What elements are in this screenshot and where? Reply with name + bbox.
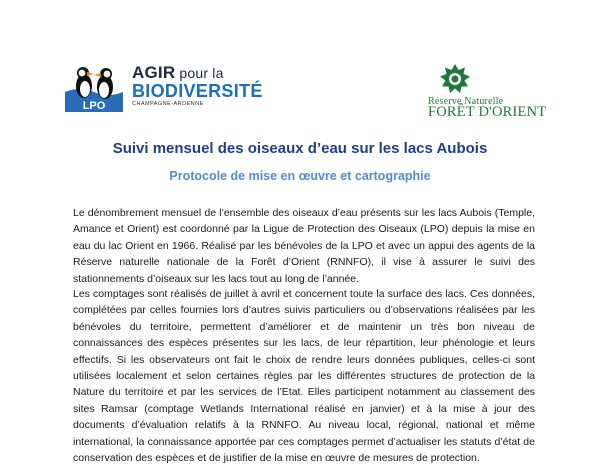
lpo-line1 (132, 64, 263, 81)
lpo-line3: CHAMPAGNE-ARDENNE (132, 101, 204, 107)
lpo-badge-text: LPO (82, 100, 106, 112)
lpo-line1-rest: pour la (175, 65, 224, 81)
puffin-birds-icon (65, 62, 123, 112)
paragraph-2: Les comptages sont réalisés de juillet à avril et concernent toute la surface des lacs. Ces données, complétées par celles fournies lors d’autres suivis particuliers ou d’observations réalisées par les bénévoles du territoire, permettent d’améliorer et de maintenir un très bon niveau de connaissances des espèces présentes sur les lacs, de leur répartition, leur phénologie et leurs effectifs. Si les observateurs ont fait le choix de rendre leurs données publiques, celles-ci sont utilisées localement et selon certaines règles par les différentes structures de protection de la Nature du territoire et par les services de l’Etat. Elles participent notamment au classement des sites Ramsar (comptage Wetlands International réalisé en janvier) et à la mise à jour des documents d’évaluation relatifs à la RNNFO. Au niveau local, régional, national et même international, la connaissance apportée par ces comptages permet d’actualiser les statuts d’état de conservation des espèces et de justifier de la mise en œuvre de mesures de protection. (73, 288, 535, 465)
lpo-line1-bold: AGIR (132, 63, 176, 82)
reserve-logo (438, 63, 472, 95)
lpo-line2: BIODIVERSITÉ (132, 81, 263, 101)
document-subtitle: Protocole de mise en œuvre et cartographie (169, 169, 431, 183)
green-star-emblem-icon (438, 63, 472, 95)
reserve-line2: FORÊT D'ORIENT (428, 104, 547, 120)
paragraph-1: Le dénombrement mensuel de l’ensemble des oiseaux d’eau présents sur les lacs Aubois (Temple, Amance et Orient) est coordonné par la Ligue de Protection des Oiseaux (LPO) depuis la mise en eau du lac Orient en 1966. Réalisé par les bénévoles de la LPO et avec un appui des agents de la Réserve naturelle nationale de la Forêt d’Orient (RNNFO), il vise à assurer le suivi des stationnements d’oiseaux sur les lacs tout au long de l’année. (73, 207, 535, 285)
lpo-wordmark (132, 64, 263, 108)
lpo-logo (65, 62, 123, 112)
document-title: Suivi mensuel des oiseaux d’eau sur les lacs Aubois (112, 140, 488, 157)
reserve-line1: Réserve Naturelle (428, 96, 504, 107)
